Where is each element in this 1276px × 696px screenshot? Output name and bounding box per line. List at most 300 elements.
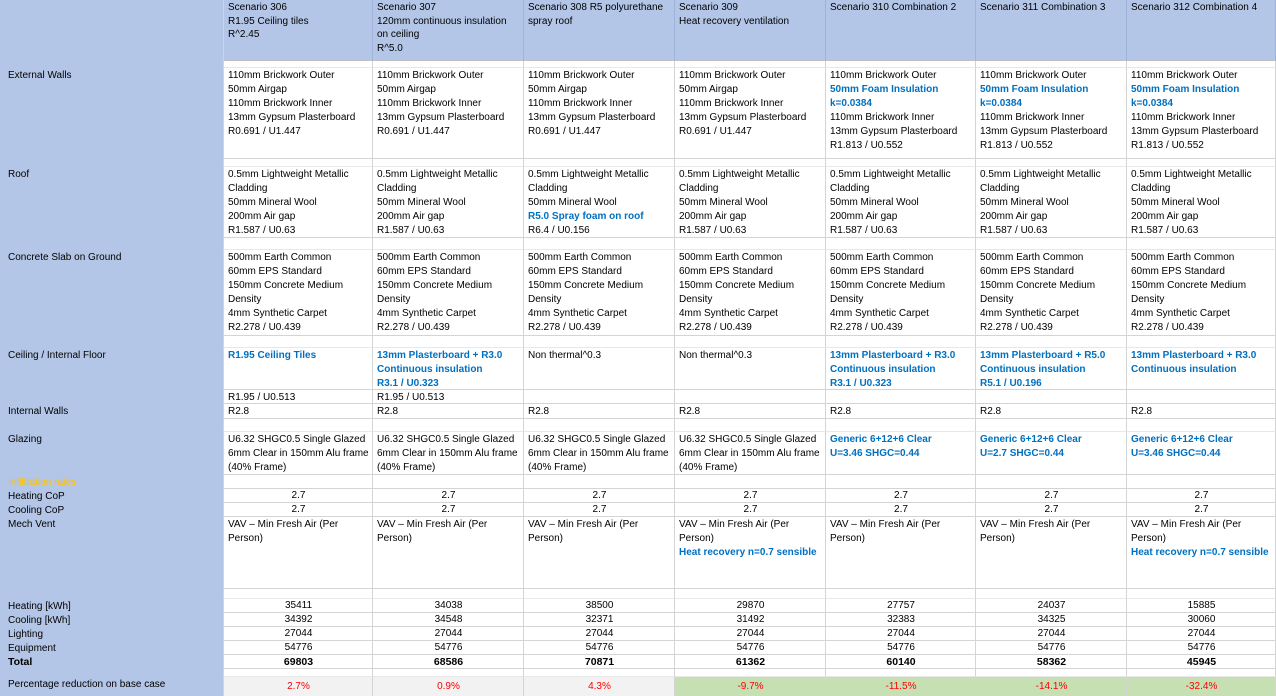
cell-line: R5.1 / U0.196 bbox=[980, 378, 1042, 389]
row-label[interactable] bbox=[0, 489, 223, 503]
row-label[interactable] bbox=[0, 503, 223, 517]
cell[interactable] bbox=[223, 432, 373, 475]
row-label[interactable] bbox=[0, 404, 223, 419]
cell-line: 500mm Earth Common bbox=[228, 252, 332, 263]
cell[interactable] bbox=[373, 404, 524, 419]
cell[interactable] bbox=[675, 503, 826, 517]
cell[interactable] bbox=[1127, 599, 1276, 613]
cell[interactable] bbox=[976, 68, 1127, 159]
cell[interactable] bbox=[373, 503, 524, 517]
cell-line: 13mm Plasterboard + R3.0 Continuous insulation bbox=[830, 350, 956, 375]
cell[interactable] bbox=[675, 627, 826, 641]
cell[interactable] bbox=[524, 655, 675, 669]
cell[interactable] bbox=[976, 503, 1127, 517]
cell[interactable] bbox=[826, 589, 976, 599]
cell[interactable] bbox=[223, 517, 373, 589]
cell-line: k=0.0384 bbox=[1131, 98, 1173, 109]
cell-line: R0.691 / U1.447 bbox=[679, 126, 752, 137]
cell-line: 500mm Earth Common bbox=[980, 252, 1084, 263]
cell-line: 200mm Air gap bbox=[228, 211, 296, 222]
cell[interactable] bbox=[976, 238, 1127, 250]
cell[interactable] bbox=[675, 677, 826, 696]
row-label[interactable] bbox=[0, 432, 223, 475]
cell[interactable] bbox=[826, 627, 976, 641]
table-row bbox=[0, 655, 1276, 669]
cell[interactable] bbox=[976, 641, 1127, 655]
cell[interactable] bbox=[826, 419, 976, 432]
cell[interactable] bbox=[675, 432, 826, 475]
cell[interactable] bbox=[1127, 589, 1276, 599]
cell[interactable] bbox=[373, 475, 524, 489]
cell[interactable] bbox=[373, 641, 524, 655]
cell[interactable] bbox=[675, 68, 826, 159]
cell-line: 4mm Synthetic Carpet bbox=[377, 308, 476, 319]
cell[interactable] bbox=[524, 503, 675, 517]
cell[interactable] bbox=[223, 419, 373, 432]
cell[interactable] bbox=[373, 589, 524, 599]
row-label[interactable] bbox=[0, 669, 223, 677]
cell[interactable] bbox=[826, 390, 976, 404]
cell-line: U6.32 SHGC0.5 Single Glazed bbox=[228, 434, 366, 445]
table-row bbox=[0, 669, 1276, 677]
cell-line: Scenario 309 bbox=[679, 2, 738, 13]
cell-value: 2.7 bbox=[291, 504, 306, 515]
cell[interactable] bbox=[373, 419, 524, 432]
cell[interactable] bbox=[675, 159, 826, 167]
cell[interactable] bbox=[976, 336, 1127, 348]
cell-line: U6.32 SHGC0.5 Single Glazed bbox=[528, 434, 666, 445]
cell[interactable] bbox=[223, 475, 373, 489]
cell-line: R2.278 / U0.439 bbox=[228, 322, 301, 333]
cell-line: 4mm Synthetic Carpet bbox=[1131, 308, 1230, 319]
cell[interactable] bbox=[524, 419, 675, 432]
cell[interactable] bbox=[675, 669, 826, 677]
cell[interactable] bbox=[826, 475, 976, 489]
cell-line: 4mm Synthetic Carpet bbox=[830, 308, 929, 319]
cell[interactable] bbox=[223, 589, 373, 599]
row-label[interactable] bbox=[0, 336, 223, 348]
cell[interactable] bbox=[223, 238, 373, 250]
cell[interactable] bbox=[675, 589, 826, 599]
cell-line: R2.8 bbox=[228, 406, 250, 417]
scenario-header-cell[interactable] bbox=[524, 0, 675, 61]
cell[interactable] bbox=[976, 167, 1127, 238]
cell[interactable] bbox=[1127, 336, 1276, 348]
cell-value: 45945 bbox=[1186, 656, 1217, 668]
cell-line: R3.1 / U0.323 bbox=[377, 378, 439, 389]
cell-value: 38500 bbox=[585, 600, 614, 611]
row-label[interactable] bbox=[0, 475, 223, 489]
cell[interactable] bbox=[373, 250, 524, 336]
row-label-text: Equipment bbox=[8, 643, 56, 654]
cell[interactable] bbox=[524, 61, 675, 68]
table-row bbox=[0, 627, 1276, 641]
cell[interactable] bbox=[826, 503, 976, 517]
cell[interactable] bbox=[223, 68, 373, 159]
cell[interactable] bbox=[223, 669, 373, 677]
cell[interactable] bbox=[675, 517, 826, 589]
cell[interactable] bbox=[1127, 250, 1276, 336]
row-label[interactable] bbox=[0, 68, 223, 159]
cell[interactable] bbox=[223, 677, 373, 696]
cell[interactable] bbox=[223, 655, 373, 669]
cell[interactable] bbox=[826, 599, 976, 613]
cell[interactable] bbox=[223, 613, 373, 627]
cell[interactable] bbox=[524, 238, 675, 250]
row-label[interactable] bbox=[0, 517, 223, 589]
cell-line: U6.32 SHGC0.5 Single Glazed bbox=[679, 434, 817, 445]
scenario-header-cell[interactable] bbox=[675, 0, 826, 61]
cell[interactable] bbox=[373, 599, 524, 613]
cell-value: 2.7 bbox=[592, 504, 607, 515]
cell[interactable] bbox=[223, 336, 373, 348]
cell-line: 6mm Clear in 150mm Alu frame bbox=[679, 448, 820, 459]
cell[interactable] bbox=[223, 503, 373, 517]
cell-line: R1.587 / U0.63 bbox=[679, 225, 747, 236]
cell[interactable] bbox=[1127, 475, 1276, 489]
cell[interactable] bbox=[373, 238, 524, 250]
row-label[interactable] bbox=[0, 627, 223, 641]
row-label[interactable] bbox=[0, 159, 223, 167]
cell-line: R3.1 / U0.323 bbox=[830, 378, 892, 389]
cell[interactable] bbox=[373, 68, 524, 159]
cell[interactable] bbox=[373, 432, 524, 475]
cell-line: 50mm Mineral Wool bbox=[830, 197, 919, 208]
row-label[interactable] bbox=[0, 613, 223, 627]
cell[interactable] bbox=[1127, 669, 1276, 677]
cell-line: 150mm Concrete Medium Density bbox=[228, 280, 344, 305]
cell-line: R2.278 / U0.439 bbox=[980, 322, 1053, 333]
cell[interactable] bbox=[1127, 348, 1276, 390]
cell[interactable] bbox=[1127, 627, 1276, 641]
cell-value: 2.7 bbox=[743, 504, 758, 515]
cell-line: (40% Frame) bbox=[377, 462, 436, 473]
cell[interactable] bbox=[675, 489, 826, 503]
cell[interactable] bbox=[524, 167, 675, 238]
cell[interactable] bbox=[1127, 432, 1276, 475]
cell[interactable] bbox=[1127, 503, 1276, 517]
cell-value: 15885 bbox=[1187, 600, 1216, 611]
cell[interactable] bbox=[976, 655, 1127, 669]
cell-value: 27044 bbox=[434, 628, 463, 639]
cell[interactable] bbox=[976, 404, 1127, 419]
cell-value: 54776 bbox=[434, 642, 463, 653]
cell[interactable] bbox=[826, 238, 976, 250]
cell[interactable] bbox=[826, 489, 976, 503]
cell[interactable] bbox=[1127, 677, 1276, 696]
cell[interactable] bbox=[373, 489, 524, 503]
cell[interactable] bbox=[826, 669, 976, 677]
cell-line: R5.0 Spray foam on roof bbox=[528, 211, 644, 222]
row-label[interactable] bbox=[0, 348, 223, 390]
cell[interactable] bbox=[976, 599, 1127, 613]
cell[interactable] bbox=[826, 336, 976, 348]
cell[interactable] bbox=[524, 613, 675, 627]
table-row bbox=[0, 238, 1276, 250]
cell[interactable] bbox=[1127, 613, 1276, 627]
cell[interactable] bbox=[524, 599, 675, 613]
row-label[interactable] bbox=[0, 250, 223, 336]
cell[interactable] bbox=[826, 432, 976, 475]
cell[interactable] bbox=[675, 655, 826, 669]
cell[interactable] bbox=[826, 61, 976, 68]
cell-value: 32371 bbox=[585, 614, 614, 625]
cell[interactable] bbox=[373, 336, 524, 348]
cell-line: 50mm Airgap bbox=[377, 84, 436, 95]
cell-line: 500mm Earth Common bbox=[528, 252, 632, 263]
cell-line: R2.8 bbox=[980, 406, 1002, 417]
cell-line: U6.32 SHGC0.5 Single Glazed bbox=[377, 434, 515, 445]
cell-line: 6mm Clear in 150mm Alu frame bbox=[228, 448, 369, 459]
row-label[interactable] bbox=[0, 655, 223, 669]
cell[interactable] bbox=[826, 68, 976, 159]
cell[interactable] bbox=[675, 250, 826, 336]
cell[interactable] bbox=[524, 432, 675, 475]
cell[interactable] bbox=[1127, 419, 1276, 432]
cell-line: R1.95 Ceiling Tiles bbox=[228, 350, 317, 361]
cell[interactable] bbox=[1127, 489, 1276, 503]
cell[interactable] bbox=[524, 589, 675, 599]
cell[interactable] bbox=[976, 589, 1127, 599]
cell[interactable] bbox=[675, 61, 826, 68]
cell[interactable] bbox=[826, 404, 976, 419]
row-label[interactable] bbox=[0, 0, 223, 61]
cell-line: 4mm Synthetic Carpet bbox=[228, 308, 327, 319]
cell[interactable] bbox=[1127, 159, 1276, 167]
cell-line: 0.5mm Lightweight Metallic Cladding bbox=[830, 169, 951, 194]
scenario-header-cell[interactable] bbox=[373, 0, 524, 61]
cell[interactable] bbox=[373, 655, 524, 669]
cell[interactable] bbox=[524, 669, 675, 677]
row-label[interactable] bbox=[0, 61, 223, 68]
cell-line: 500mm Earth Common bbox=[1131, 252, 1235, 263]
cell-line: Scenario 311 Combination 3 bbox=[980, 2, 1106, 13]
cell[interactable] bbox=[675, 336, 826, 348]
cell[interactable] bbox=[373, 627, 524, 641]
cell-line: Generic 6+12+6 Clear bbox=[830, 434, 932, 445]
cell[interactable] bbox=[524, 336, 675, 348]
cell-line: 110mm Brickwork Inner bbox=[679, 98, 784, 109]
cell[interactable] bbox=[223, 641, 373, 655]
cell-value: 34325 bbox=[1037, 614, 1066, 625]
cell[interactable] bbox=[524, 475, 675, 489]
cell[interactable] bbox=[373, 167, 524, 238]
cell[interactable] bbox=[675, 238, 826, 250]
cell-line: 150mm Concrete Medium Density bbox=[830, 280, 946, 305]
cell-value: 70871 bbox=[584, 656, 615, 668]
cell[interactable] bbox=[826, 641, 976, 655]
cell-line: 110mm Brickwork Outer bbox=[830, 70, 937, 81]
scenario-header-cell[interactable] bbox=[976, 0, 1127, 61]
cell[interactable] bbox=[976, 627, 1127, 641]
cell-line: U=2.7 SHGC=0.44 bbox=[980, 448, 1064, 459]
row-label[interactable] bbox=[0, 599, 223, 613]
cell[interactable] bbox=[976, 489, 1127, 503]
cell[interactable] bbox=[373, 159, 524, 167]
cell-line: VAV – Min Fresh Air (Per Person) bbox=[528, 519, 639, 544]
cell-line: 110mm Brickwork Inner bbox=[228, 98, 333, 109]
cell[interactable] bbox=[223, 404, 373, 419]
cell[interactable] bbox=[524, 250, 675, 336]
cell-line: Scenario 310 Combination 2 bbox=[830, 2, 957, 13]
cell[interactable] bbox=[373, 348, 524, 390]
cell[interactable] bbox=[1127, 167, 1276, 238]
cell[interactable] bbox=[675, 348, 826, 390]
cell[interactable] bbox=[524, 390, 675, 404]
cell-value: 27044 bbox=[1187, 628, 1216, 639]
cell[interactable] bbox=[1127, 641, 1276, 655]
cell[interactable] bbox=[223, 599, 373, 613]
cell-line: 50mm Foam Insulation bbox=[1131, 84, 1240, 95]
scenario-header-cell[interactable] bbox=[826, 0, 976, 61]
cell-line: R1.587 / U0.63 bbox=[1131, 225, 1199, 236]
cell[interactable] bbox=[223, 159, 373, 167]
cell[interactable] bbox=[223, 627, 373, 641]
cell-line: 4mm Synthetic Carpet bbox=[980, 308, 1079, 319]
row-label-text: Cooling CoP bbox=[8, 505, 65, 516]
cell[interactable] bbox=[1127, 655, 1276, 669]
cell[interactable] bbox=[826, 655, 976, 669]
cell[interactable] bbox=[1127, 390, 1276, 404]
cell-line: R^2.45 bbox=[228, 29, 260, 40]
cell-line: Heat recovery n=0.7 sensible bbox=[1131, 547, 1269, 558]
cell[interactable] bbox=[223, 167, 373, 238]
cell-value: 2.7 bbox=[894, 504, 908, 515]
row-label[interactable] bbox=[0, 677, 223, 696]
cell[interactable] bbox=[826, 677, 976, 696]
cell-value: 68586 bbox=[433, 656, 464, 668]
cell[interactable] bbox=[675, 167, 826, 238]
row-label-text: Internal Walls bbox=[8, 406, 69, 417]
cell-value: 58362 bbox=[1036, 656, 1067, 668]
cell[interactable] bbox=[976, 159, 1127, 167]
cell-line: Scenario 307 bbox=[377, 2, 436, 13]
cell[interactable] bbox=[524, 641, 675, 655]
cell[interactable] bbox=[373, 677, 524, 696]
cell[interactable] bbox=[826, 167, 976, 238]
row-label[interactable] bbox=[0, 641, 223, 655]
cell-line: 110mm Brickwork Outer bbox=[528, 70, 635, 81]
cell-line: 50mm Mineral Wool bbox=[528, 197, 617, 208]
percentage-value: -9.7% bbox=[737, 681, 764, 692]
cell[interactable] bbox=[1127, 517, 1276, 589]
cell-line: R1.587 / U0.63 bbox=[830, 225, 898, 236]
cell[interactable] bbox=[976, 348, 1127, 390]
cell[interactable] bbox=[675, 404, 826, 419]
cell-line: 0.5mm Lightweight Metallic Cladding bbox=[228, 169, 349, 194]
scenario-header-cell[interactable] bbox=[223, 0, 373, 61]
cell[interactable] bbox=[976, 250, 1127, 336]
cell-line: R2.278 / U0.439 bbox=[1131, 322, 1204, 333]
cell-line: R1.587 / U0.63 bbox=[980, 225, 1048, 236]
cell[interactable] bbox=[223, 61, 373, 68]
cell[interactable] bbox=[675, 599, 826, 613]
cell[interactable] bbox=[976, 517, 1127, 589]
cell[interactable] bbox=[675, 390, 826, 404]
cell[interactable] bbox=[223, 489, 373, 503]
cell[interactable] bbox=[524, 517, 675, 589]
cell[interactable] bbox=[976, 419, 1127, 432]
cell-line: VAV – Min Fresh Air (Per Person) bbox=[1131, 519, 1242, 544]
percentage-value: 2.7% bbox=[287, 681, 310, 692]
cell-line: 50mm Foam Insulation bbox=[980, 84, 1089, 95]
cell[interactable] bbox=[223, 348, 373, 390]
cell-line: 110mm Brickwork Outer bbox=[1131, 70, 1238, 81]
cell[interactable] bbox=[826, 159, 976, 167]
cell-line: Scenario 312 Combination 4 bbox=[1131, 2, 1258, 13]
cell-line: 200mm Air gap bbox=[377, 211, 445, 222]
cell-line: k=0.0384 bbox=[830, 98, 872, 109]
table-row bbox=[0, 68, 1276, 159]
cell[interactable] bbox=[524, 489, 675, 503]
cell[interactable] bbox=[524, 348, 675, 390]
cell-line: 50mm Mineral Wool bbox=[377, 197, 466, 208]
cell-value: 2.7 bbox=[743, 490, 758, 501]
cell-line: 200mm Air gap bbox=[980, 211, 1048, 222]
row-label[interactable] bbox=[0, 419, 223, 432]
cell[interactable] bbox=[1127, 238, 1276, 250]
scenario-header-cell[interactable] bbox=[1127, 0, 1276, 61]
cell[interactable] bbox=[524, 159, 675, 167]
cell-value: 61362 bbox=[735, 656, 766, 668]
cell[interactable] bbox=[675, 613, 826, 627]
cell[interactable] bbox=[223, 250, 373, 336]
cell[interactable] bbox=[524, 627, 675, 641]
row-label[interactable] bbox=[0, 167, 223, 238]
cell[interactable] bbox=[1127, 68, 1276, 159]
cell[interactable] bbox=[976, 677, 1127, 696]
cell-line: R2.8 bbox=[528, 406, 550, 417]
cell[interactable] bbox=[524, 68, 675, 159]
row-label[interactable] bbox=[0, 390, 223, 404]
cell-line: 13mm Plasterboard + R3.0 Continuous insulation bbox=[1131, 350, 1257, 375]
table-row bbox=[0, 503, 1276, 517]
cell[interactable] bbox=[976, 390, 1127, 404]
cell[interactable] bbox=[976, 613, 1127, 627]
cell[interactable] bbox=[223, 390, 373, 404]
cell[interactable] bbox=[976, 432, 1127, 475]
row-label-text: Cooling [kWh] bbox=[8, 615, 71, 626]
cell[interactable] bbox=[1127, 404, 1276, 419]
cell[interactable] bbox=[373, 517, 524, 589]
cell-line: 110mm Brickwork Inner bbox=[980, 112, 1085, 123]
cell[interactable] bbox=[675, 475, 826, 489]
cell[interactable] bbox=[826, 348, 976, 390]
cell[interactable] bbox=[976, 61, 1127, 68]
cell[interactable] bbox=[976, 669, 1127, 677]
table-row bbox=[0, 250, 1276, 336]
cell[interactable] bbox=[373, 61, 524, 68]
cell[interactable] bbox=[826, 250, 976, 336]
cell-line: R1.813 / U0.552 bbox=[980, 140, 1053, 151]
cell-value: 54776 bbox=[284, 642, 313, 653]
cell[interactable] bbox=[675, 419, 826, 432]
row-label[interactable] bbox=[0, 589, 223, 599]
cell[interactable] bbox=[826, 517, 976, 589]
cell[interactable] bbox=[675, 641, 826, 655]
cell[interactable] bbox=[524, 404, 675, 419]
cell[interactable] bbox=[524, 677, 675, 696]
cell[interactable] bbox=[826, 613, 976, 627]
cell[interactable] bbox=[1127, 61, 1276, 68]
cell[interactable] bbox=[976, 475, 1127, 489]
cell-line: R6.4 / U0.156 bbox=[528, 225, 590, 236]
cell[interactable] bbox=[373, 669, 524, 677]
row-label[interactable] bbox=[0, 238, 223, 250]
table-row bbox=[0, 159, 1276, 167]
cell[interactable] bbox=[373, 613, 524, 627]
cell[interactable] bbox=[373, 390, 524, 404]
